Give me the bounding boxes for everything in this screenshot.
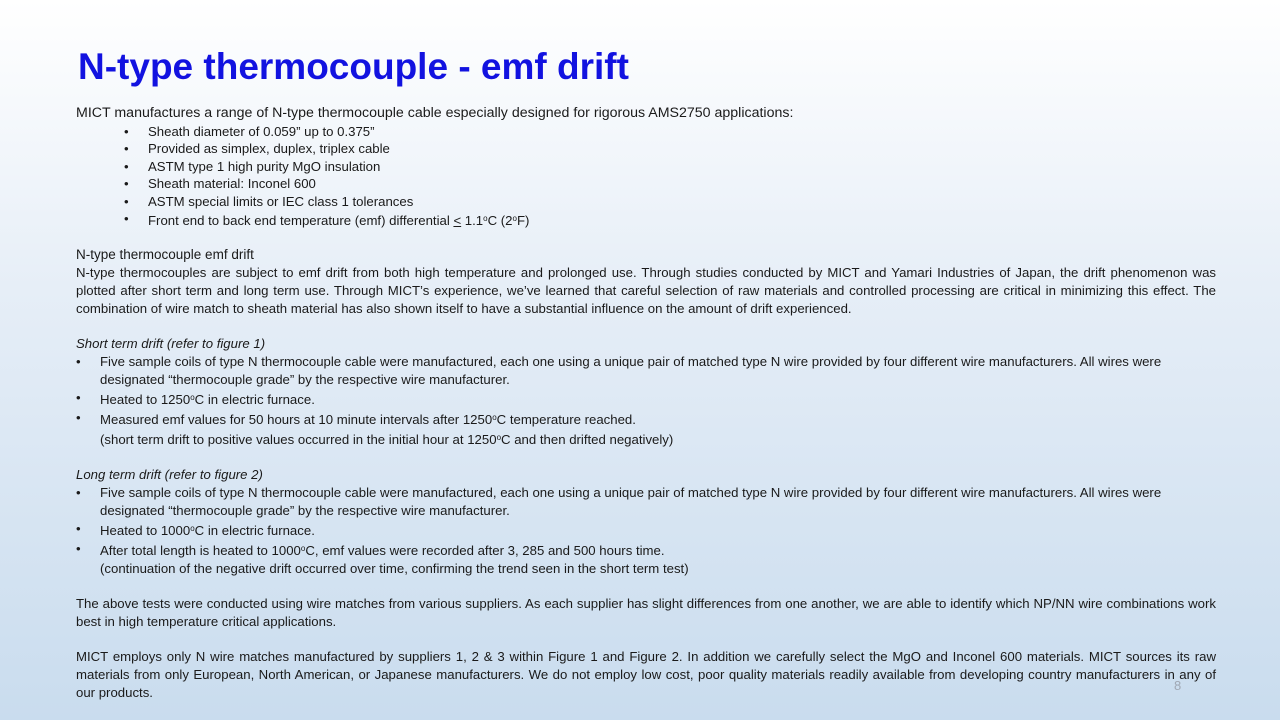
spec-item: • Sheath material: Inconel 600 — [124, 175, 1216, 192]
list-item: • Five sample coils of type N thermocouple cable were manufactured, each one using a unique pair of matched type N wire provided by four different wire manufacturers. All wires were designated “thermocouple grade” by the respective wire manufacturer. — [76, 484, 1216, 520]
drift-heading: N-type thermocouple emf drift — [76, 247, 254, 263]
drift-paragraph: N-type thermocouples are subject to emf drift from both high temperature and prolonged use. Through studies conducted by MICT and Yamari Industries of Japan, the drift phenomenon was plotted after short term and long term use. Through MICT’s experience, we’ve learned that careful selection of raw materials and controlled processing are critical in minimizing this effect. The combination of wire match to sheath material has also shown itself to have a substantial influence on the amount of drift experienced. — [76, 265, 1216, 317]
slide-title: N-type thermocouple - emf drift — [78, 46, 629, 87]
degree-mark: o — [300, 544, 306, 554]
spec-list — [76, 123, 1216, 229]
spec-unit: F) — [516, 213, 530, 229]
note-text: (short term drift to positive values occurred in the initial hour at 1250 — [100, 432, 497, 448]
slide-body — [76, 104, 1216, 702]
spec-item-differential — [124, 210, 1216, 229]
suppliers-paragraph: The above tests were conducted using wire matches from various suppliers. As each supplier has slight differences from one another, we are able to identify which NP/NN wire combinations work best in high temperature critical applications. — [76, 596, 1216, 630]
degree-mark: o — [190, 524, 195, 534]
intro-text: MICT manufactures a range of N-type thermocouple cable especially designed for rigorous AMS2750 applications: — [76, 105, 794, 121]
degree-mark: o — [496, 433, 502, 443]
short-term-note — [76, 429, 1216, 449]
degree-mark: o — [190, 393, 195, 403]
item-text: C in electric furnace. — [194, 392, 315, 408]
list-item — [76, 520, 1216, 540]
le-symbol: < — [453, 213, 462, 229]
list-item: • Five sample coils of type N thermocouple cable were manufactured, each one using a unique pair of matched type N wire provided by four different wire manufacturers. All wires were designated “thermocouple grade” by the respective wire manufacturer. — [76, 353, 1216, 389]
item-text: C temperature reached. — [496, 412, 636, 428]
item-text: Heated to 1000 — [100, 523, 191, 539]
long-term-note: (continuation of the negative drift occurred over time, confirming the trend seen in the short term test) — [100, 561, 689, 577]
list-item — [76, 389, 1216, 409]
item-text: C, emf values were recorded after 3, 285 and 500 hours time. — [305, 543, 665, 559]
spec-unit: C (2 — [487, 213, 513, 229]
closing-paragraph: MICT employs only N wire matches manufactured by suppliers 1, 2 & 3 within Figure 1 and Figure 2. In addition we carefully select the MgO and Inconel 600 materials. MICT sources its raw materials from only European, North American, or Japanese manufacturers. We do not employ low cost, poor quality materials readily available from developing country manufacturers in any of our products. — [76, 649, 1216, 701]
item-text: C in electric furnace. — [194, 523, 315, 539]
long-term-heading: Long term drift (refer to figure 2) — [76, 467, 263, 483]
list-item — [76, 540, 1216, 560]
short-term-heading: Short term drift (refer to figure 1) — [76, 336, 266, 352]
long-term-list — [76, 484, 1216, 560]
spec-text: Front end to back end temperature (emf) differential — [148, 213, 454, 229]
spec-item: • ASTM special limits or IEC class 1 tolerances — [124, 193, 1216, 210]
note-text: C and then drifted negatively) — [501, 432, 674, 448]
spec-item: • Provided as simplex, duplex, triplex cable — [124, 140, 1216, 157]
short-term-list — [76, 353, 1216, 429]
degree-mark: o — [492, 413, 497, 423]
degree-mark: o — [512, 214, 517, 224]
spec-item: • Sheath diameter of 0.059” up to 0.375” — [124, 123, 1216, 140]
page-number: 8 — [1174, 678, 1182, 693]
degree-mark: o — [483, 214, 488, 224]
spec-value: 1.1 — [461, 213, 484, 229]
item-text: Heated to 1250 — [100, 392, 191, 408]
item-text: After total length is heated to 1000 — [100, 543, 301, 559]
list-item — [76, 409, 1216, 429]
spec-item: • ASTM type 1 high purity MgO insulation — [124, 158, 1216, 175]
item-text: Measured emf values for 50 hours at 10 minute intervals after 1250 — [100, 412, 493, 428]
